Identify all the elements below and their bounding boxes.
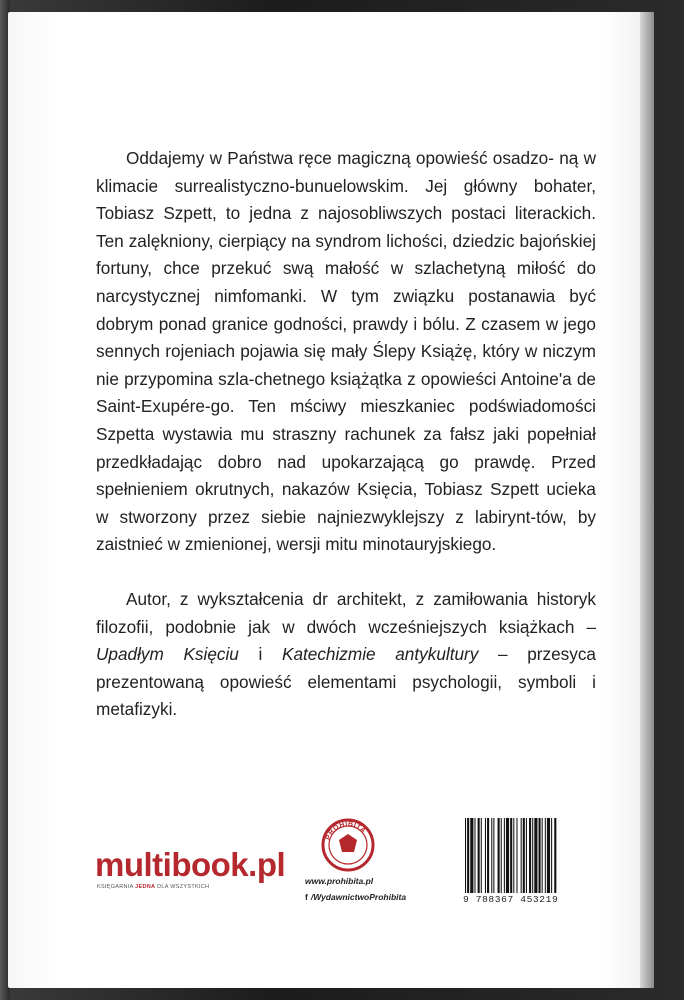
- barcode-bar: [487, 818, 489, 893]
- isbn-number: 9 788367 453219: [463, 894, 559, 905]
- blurb-paragraph-1: [96, 145, 596, 559]
- barcode-bar: [521, 818, 522, 893]
- tagline-part: DLA WSZYSTKICH: [157, 884, 210, 890]
- blurb-line: prawdy i bólu. Z czasem w jego sennych rojeniach pojawia: [96, 313, 596, 362]
- blurb-line: go. Ten mściwy mieszkaniec podświadomości Szpetta: [96, 396, 596, 444]
- barcode-bar: [474, 818, 475, 893]
- barcode-bar: [510, 818, 512, 893]
- barcode-bar: [470, 818, 473, 893]
- blurb-line: ucieka w stworzony przez siebie najniezwyklejszy z labirynt-: [96, 479, 596, 527]
- barcode-bar: [532, 818, 533, 893]
- isbn-barcode: [463, 818, 595, 893]
- barcode-bar: [481, 818, 482, 893]
- blurb-line: literackich. Ten zalękniony, cierpiący na syndrom lichości,: [96, 203, 596, 251]
- blurb-line: bohater, Tobiasz Szpett, to jedna z najosobliwszych postaci: [96, 175, 596, 224]
- blurb-p2-end: – przesyca prezentowaną opowieść elementami psychologii, symboli i metafizyki.: [96, 644, 596, 720]
- barcode-bar: [516, 818, 517, 893]
- tagline-accent: JEDNA: [135, 884, 156, 890]
- blurb-line: przedkładając dobro nad upokarzającą go prawdę. Przed: [96, 451, 596, 472]
- blurb-line: chetnego książątka z opowieści Antoine'a de Saint-Exupére-: [96, 368, 596, 417]
- barcode-bar: [554, 818, 556, 893]
- barcode-bar: [526, 818, 527, 893]
- seal-text: PROHIBITA: [324, 820, 367, 841]
- barcode-bar: [465, 818, 466, 893]
- barcode-bar: [478, 818, 480, 893]
- barcode-bar: [504, 818, 505, 893]
- blurb-line: związku postanawia być dobrym ponad granice godności,: [96, 285, 596, 334]
- barcode-bar: [513, 818, 514, 893]
- barcode-bar: [493, 818, 494, 893]
- cover-edge: [640, 12, 654, 988]
- barcode-bar: [542, 818, 543, 893]
- book-title-katechizm: Katechizmie antykultury: [281, 644, 479, 665]
- blurb-p2-conj: i: [238, 644, 282, 665]
- blurb-text: [96, 145, 596, 724]
- blurb-line: dziedzic bajońskiej fortuny, chce przekuć swą małość: [96, 230, 596, 279]
- book-title-upadly-ksiaze: Upadłym Księciu: [96, 644, 239, 665]
- blurb-paragraph-2: [96, 586, 596, 724]
- blurb-line: w szlachetyną miłość do narcystycznej nimfomanki. W tym: [96, 258, 596, 306]
- blurb-line: się mały Ślepy Książę, który w niczym nie przypomina szla-: [96, 341, 597, 389]
- tagline-part: KSIĘGARNIA: [97, 884, 134, 890]
- barcode-bar: [547, 818, 550, 893]
- blurb-line: Oddajemy w Państwa ręce magiczną opowieść osadzo-: [126, 148, 554, 168]
- barcode-bar: [491, 818, 492, 893]
- barcode-bar: [506, 818, 509, 893]
- barcode-bar: [539, 818, 541, 893]
- barcode-bar: [501, 818, 502, 893]
- blurb-line: ną w klimacie surrealistyczno-bunuelowskim. Jej główny: [96, 148, 596, 196]
- prohibita-seal-icon: [321, 818, 375, 872]
- barcode-bar: [534, 818, 537, 893]
- barcode-bar: [498, 818, 500, 893]
- barcode-bar: [485, 818, 486, 893]
- blurb-line: wystawia mu straszny rachunek za fałsz jaki popełniał: [162, 423, 596, 444]
- blurb-p2-text: Autor, z wykształcenia dr architekt, z zamiłowania historyk filozofii, podobnie jak w dwóch wcześniejszych książkach –: [96, 588, 596, 637]
- multibook-logo: multibook.pl: [95, 846, 286, 883]
- barcode-bar: [545, 818, 546, 893]
- prohibita-facebook: [305, 892, 465, 902]
- blurb-line: tów, by zaistnieć w zmienionej, wersji mitu minotauryjskiego.: [96, 506, 596, 555]
- prohibita-website: www.prohibita.pl: [305, 876, 374, 886]
- facebook-handle: /WydawnictwoProhibita: [310, 892, 407, 902]
- barcode-bar: [467, 818, 469, 893]
- blurb-line: spełnieniem okrutnych, nakazów Księcia, Tobiasz Szpett: [96, 479, 539, 500]
- facebook-icon: f: [305, 892, 308, 902]
- barcode-bar: [551, 818, 552, 893]
- multibook-tagline: [97, 884, 209, 890]
- barcode-bar: [523, 818, 525, 893]
- barcode-bar: [529, 818, 531, 893]
